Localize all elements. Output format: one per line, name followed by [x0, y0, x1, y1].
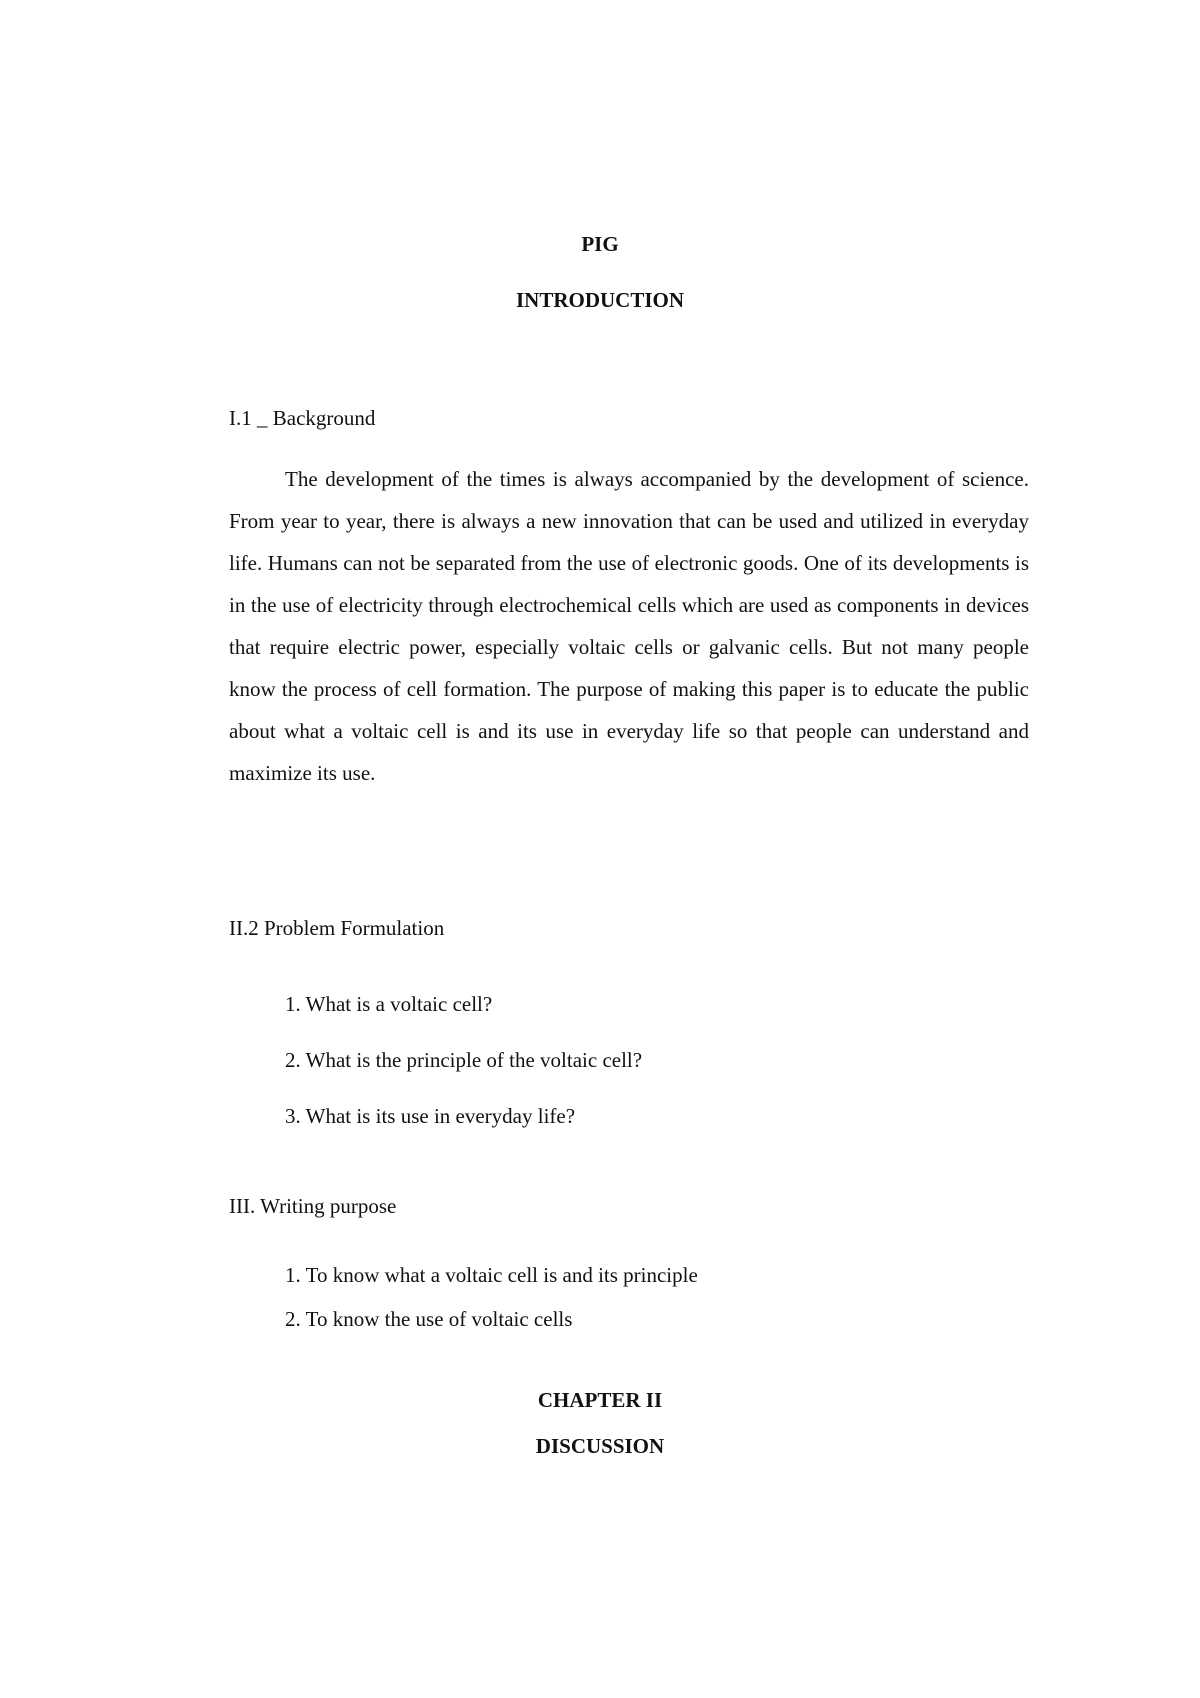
- background-paragraph: The development of the times is always accompanied by the development of science. From year to year, there is always a new innovation that can be used and utilized in everyday life. Humans can not be separated from the use of electronic goods. One of its developments is in the use of electricity through electrochemical cells which are used as components in devices that require electric power, especially voltaic cells or galvanic cells. But not many people know the process of cell formation. The purpose of making this paper is to educate the public about what a voltaic cell is and its use in everyday life so that people can understand and maximize its use.: [229, 467, 1029, 785]
- writing-purpose-list: [285, 1253, 698, 1341]
- section-heading-problem-formulation: II.2 Problem Formulation: [229, 916, 445, 940]
- section-heading-writing-purpose: III. Writing purpose: [229, 1194, 397, 1218]
- list-item: 1. To know what a voltaic cell is and its principle: [285, 1263, 698, 1287]
- list-item: 2. What is the principle of the voltaic cell?: [285, 1048, 643, 1072]
- list-item: 1. What is a voltaic cell?: [285, 992, 493, 1016]
- list-item: 3. What is its use in everyday life?: [285, 1104, 576, 1128]
- section-heading-background: I.1 _ Background: [229, 406, 376, 430]
- document-title-top: PIG: [581, 232, 619, 256]
- document-title-introduction: INTRODUCTION: [515, 288, 685, 312]
- chapter-heading: CHAPTER II: [537, 1388, 663, 1412]
- list-item: 2. To know the use of voltaic cells: [285, 1307, 573, 1331]
- chapter-title: DISCUSSION: [535, 1434, 665, 1458]
- problem-formulation-list: [285, 976, 642, 1144]
